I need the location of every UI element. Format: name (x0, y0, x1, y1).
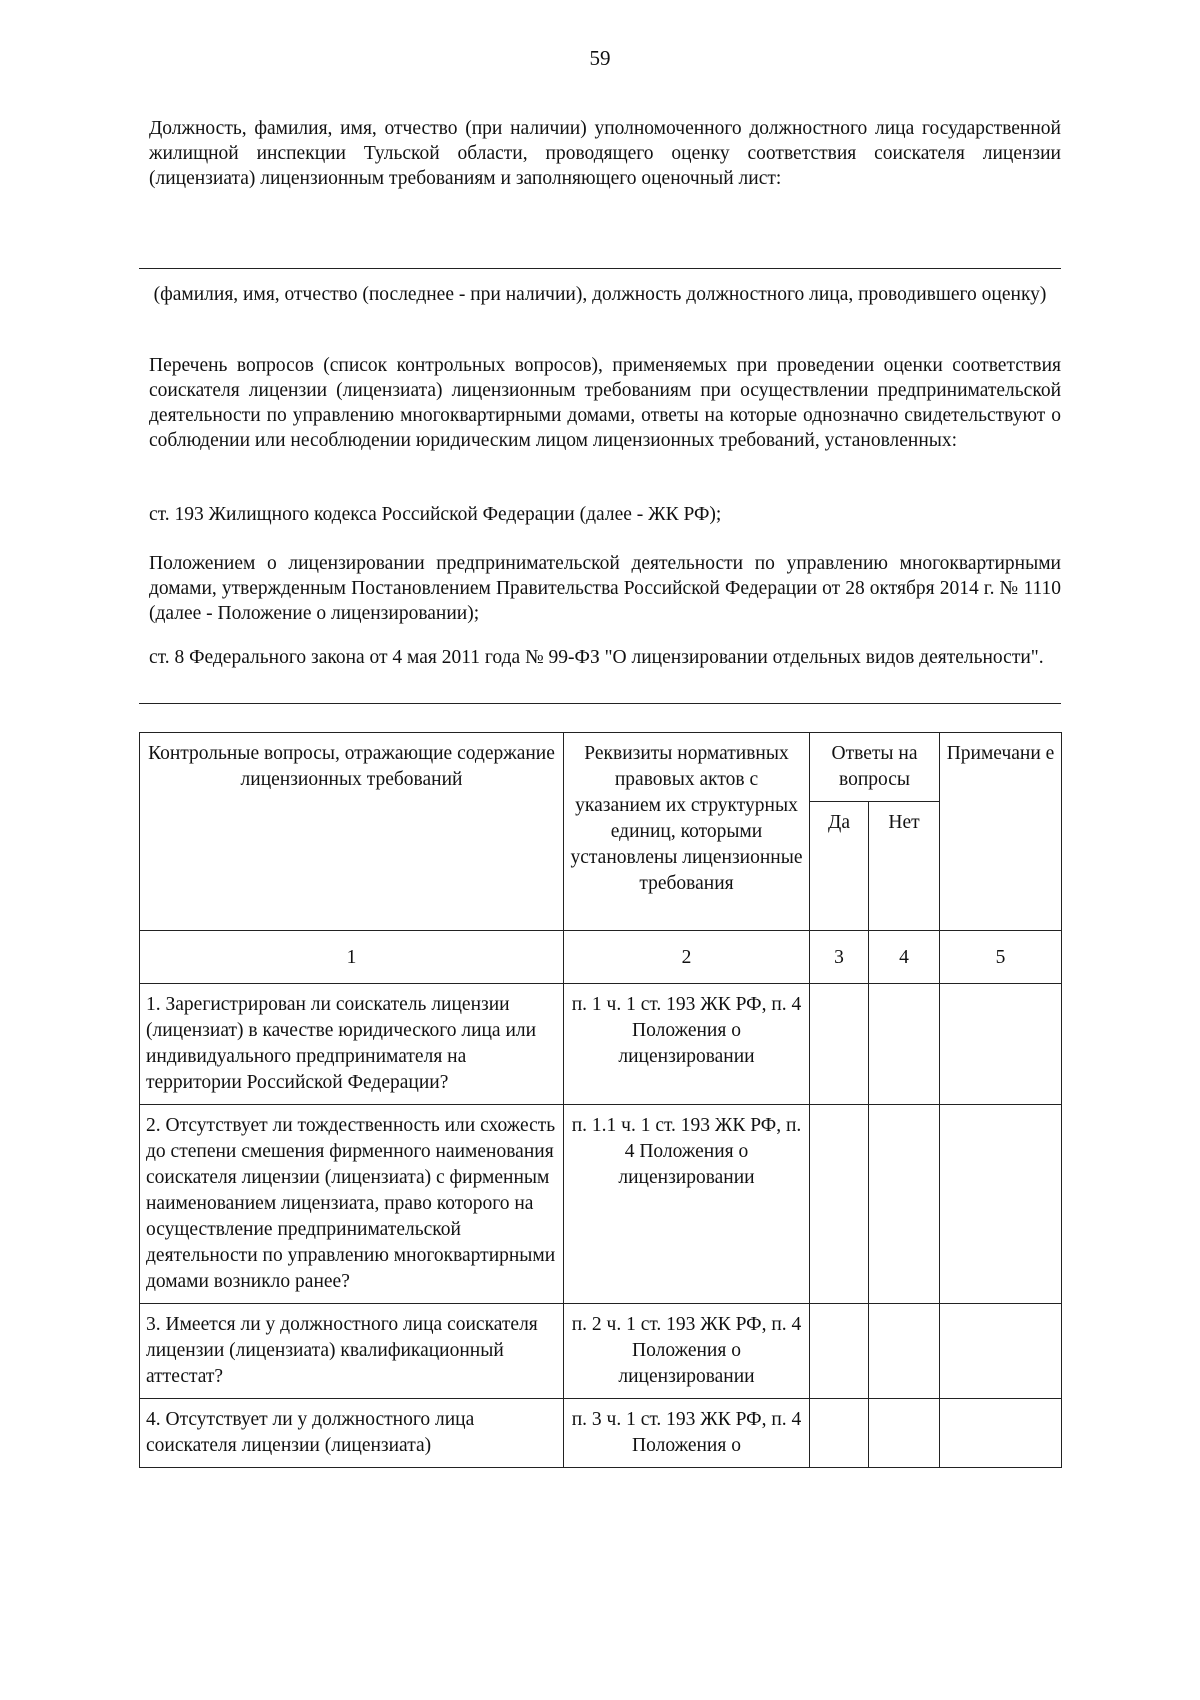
column-number: 1 (140, 931, 564, 984)
column-number: 3 (810, 931, 869, 984)
reference-cell: п. 1.1 ч. 1 ст. 193 ЖК РФ, п. 4 Положения о лицензировании (564, 1105, 810, 1304)
answer-no-cell[interactable] (869, 1105, 940, 1304)
header-yes: Да (810, 802, 869, 931)
answer-yes-cell[interactable] (810, 1105, 869, 1304)
signature-caption: (фамилия, имя, отчество (последнее - при наличии), должность должностного лица, проводившего оценку) (153, 284, 1047, 305)
header-notes: Примечани е (940, 733, 1062, 931)
answer-no-cell[interactable] (869, 1304, 940, 1399)
question-cell: 1. Зарегистрирован ли соискатель лицензии (лицензиат) в качестве юридического лица или индивидуального предпринимателя на территории Российской Федерации? (140, 984, 564, 1105)
header-no: Нет (869, 802, 940, 931)
page-number: 59 (589, 46, 611, 70)
header-answers: Ответы на вопросы (810, 733, 940, 802)
basis-item-3: ст. 8 Федерального закона от 4 мая 2011 года № 99-ФЗ "О лицензировании отдельных видов деятельности". (149, 647, 1044, 668)
signature-line (139, 268, 1061, 269)
answer-no-cell[interactable] (869, 984, 940, 1105)
answer-yes-cell[interactable] (810, 1304, 869, 1399)
answer-no-cell[interactable] (869, 1399, 940, 1468)
checklist-table (139, 732, 1062, 1468)
question-cell: 4. Отсутствует ли у должностного лица соискателя лицензии (лицензиата) (140, 1399, 564, 1468)
basis-item-1: ст. 193 Жилищного кодекса Российской Федерации (далее - ЖК РФ); (149, 504, 722, 525)
section-divider (139, 703, 1061, 704)
answer-yes-cell[interactable] (810, 984, 869, 1105)
list-paragraph: Перечень вопросов (список контрольных вопросов), применяемых при проведении оценки соответствия соискателя лицензии (лицензиата) лицензионным требованиям при осуществлении предпринимательской деятельности по управлению многоквартирными домами, ответы на которые однозначно свидетельствуют о соблюдении или несоблюдении юридическим лицом лицензионных требований, установленных: (149, 355, 1061, 451)
notes-cell[interactable] (940, 1105, 1062, 1304)
column-number: 4 (869, 931, 940, 984)
header-requisites: Реквизиты нормативных правовых актов с указанием их структурных единиц, которыми установлены лицензионные требования (564, 733, 810, 931)
notes-cell[interactable] (940, 1399, 1062, 1468)
column-number: 5 (940, 931, 1062, 984)
table-row (140, 1105, 1062, 1304)
column-numbers-row (140, 931, 1062, 984)
table-row (140, 1304, 1062, 1399)
basis-item-2: Положением о лицензировании предпринимательской деятельности по управлению многоквартирными домами, утвержденным Постановлением Правительства Российской Федерации от 28 октября 2014 г. № 1110 (далее - Положение о лицензировании); (149, 553, 1061, 624)
header-questions: Контрольные вопросы, отражающие содержание лицензионных требований (140, 733, 564, 931)
table-row (140, 984, 1062, 1105)
question-cell: 3. Имеется ли у должностного лица соискателя лицензии (лицензиата) квалификационный аттестат? (140, 1304, 564, 1399)
notes-cell[interactable] (940, 1304, 1062, 1399)
reference-cell: п. 1 ч. 1 ст. 193 ЖК РФ, п. 4 Положения о лицензировании (564, 984, 810, 1105)
table-header-row (140, 733, 1062, 802)
reference-cell: п. 2 ч. 1 ст. 193 ЖК РФ, п. 4 Положения о лицензировании (564, 1304, 810, 1399)
reference-cell: п. 3 ч. 1 ст. 193 ЖК РФ, п. 4 Положения о (564, 1399, 810, 1468)
answer-yes-cell[interactable] (810, 1399, 869, 1468)
intro-paragraph: Должность, фамилия, имя, отчество (при наличии) уполномоченного должностного лица государственной жилищной инспекции Тульской области, проводящего оценку соответствия соискателя лицензии (лицензиата) лицензионным требованиям и заполняющего оценочный лист: (149, 118, 1061, 189)
column-number: 2 (564, 931, 810, 984)
notes-cell[interactable] (940, 984, 1062, 1105)
table-row (140, 1399, 1062, 1468)
question-cell: 2. Отсутствует ли тождественность или схожесть до степени смешения фирменного наименования соискателя лицензии (лицензиата) с фирменным наименованием лицензиата, право которого на осуществление предпринимательской деятельности по управлению многоквартирными домами возникло ранее? (140, 1105, 564, 1304)
